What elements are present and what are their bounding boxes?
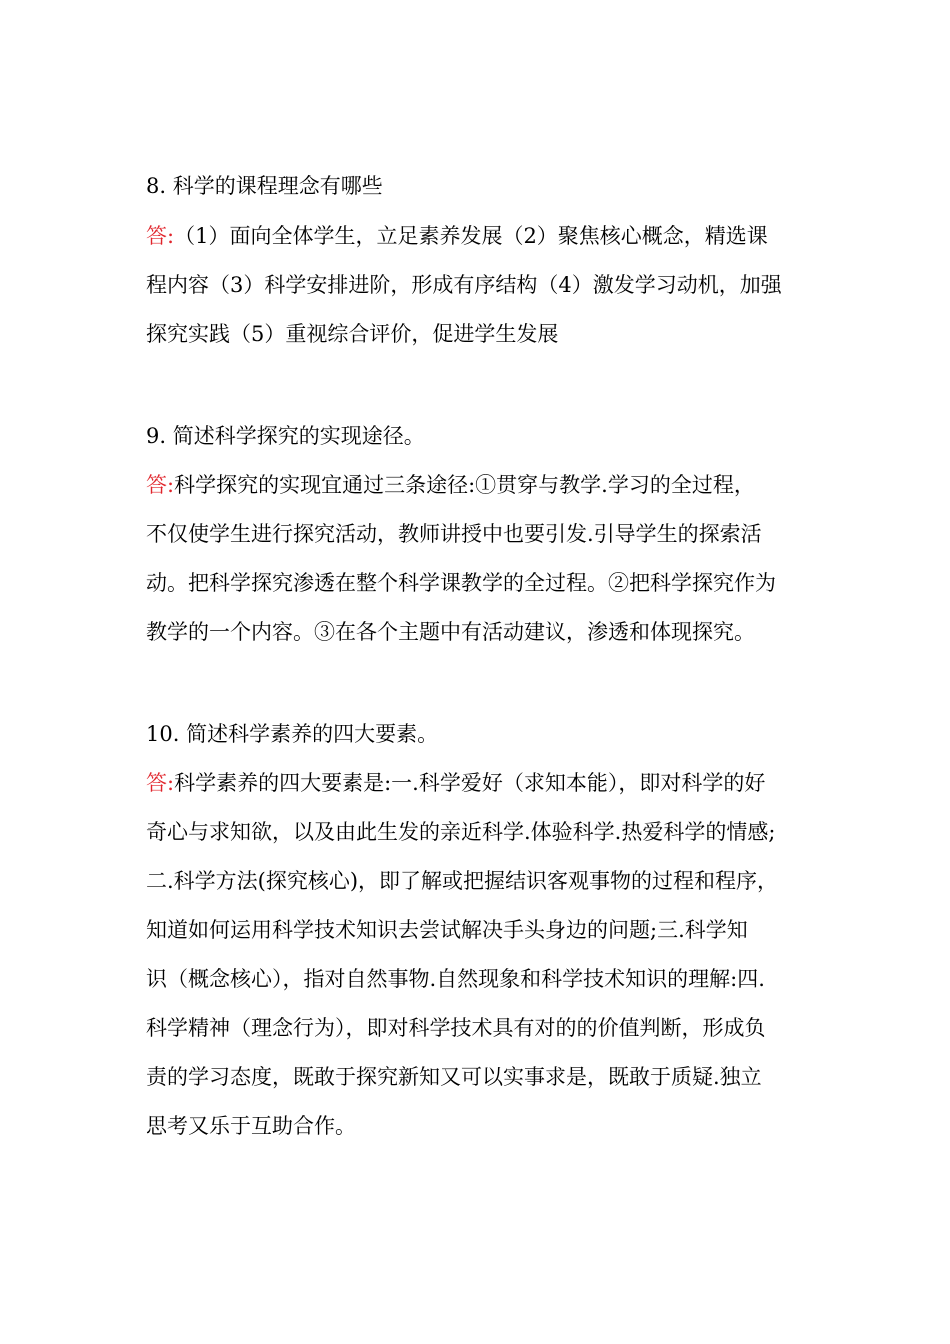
- answer-line: 识（概念核心），指对自然事物.自然现象和科学技术知识的理解:四.: [146, 967, 765, 991]
- answer-8: [146, 223, 826, 370]
- answer-9: [146, 472, 826, 668]
- answer-line: 不仅使学生进行探究活动，教师讲授中也要引发.引导学生的探索活: [146, 522, 762, 546]
- answer-line: [146, 223, 826, 272]
- answer-line: 思考又乐于互助合作。: [146, 1114, 356, 1138]
- answer-line: [146, 770, 826, 819]
- answer-line: 知道如何运用科学技术知识去尝试解决手头身边的问题;三.科学知: [146, 918, 748, 942]
- answer-line: 科学精神（理念行为），即对科学技术具有对的的价值判断，形成负: [146, 1016, 766, 1040]
- answer-10: [146, 770, 826, 1162]
- question-10: 10. 简述科学素养的四大要素。: [146, 722, 439, 746]
- answer-line: 二.科学方法(探究核心)，即了解或把握结识客观事物的过程和程序，: [146, 869, 779, 893]
- answer-line: 程内容（3）科学安排进阶，形成有序结构（4）激发学习动机，加强: [146, 273, 782, 297]
- answer-line: 教学的一个内容。③在各个主题中有活动建议，渗透和体现探究。: [146, 620, 755, 644]
- answer-label: 答:: [146, 224, 175, 248]
- answer-line: 责的学习态度，既敢于探究新知又可以实事求是，既敢于质疑.独立: [146, 1065, 762, 1089]
- answer-line: 奇心与求知欲，以及由此生发的亲近科学.体验科学.热爱科学的情感;: [146, 820, 776, 844]
- answer-text: 科学素养的四大要素是:一.科学爱好（求知本能），即对科学的好: [174, 771, 766, 795]
- answer-line: 动。把科学探究渗透在整个科学课教学的全过程。②把科学探究作为: [146, 571, 776, 595]
- answer-label: 答:: [146, 771, 175, 795]
- question-8: 8. 科学的课程理念有哪些: [146, 174, 383, 198]
- answer-line: [146, 472, 826, 521]
- answer-text: 科学探究的实现宜通过三条途径:①贯穿与教学.学习的全过程，: [174, 473, 755, 497]
- answer-label: 答:: [146, 473, 175, 497]
- answer-text: （1）面向全体学生，立足素养发展（2）聚焦核心概念，精选课: [174, 224, 768, 248]
- question-9: 9. 简述科学探究的实现途径。: [146, 424, 425, 448]
- answer-line: 探究实践（5）重视综合评价，促进学生发展: [146, 322, 559, 346]
